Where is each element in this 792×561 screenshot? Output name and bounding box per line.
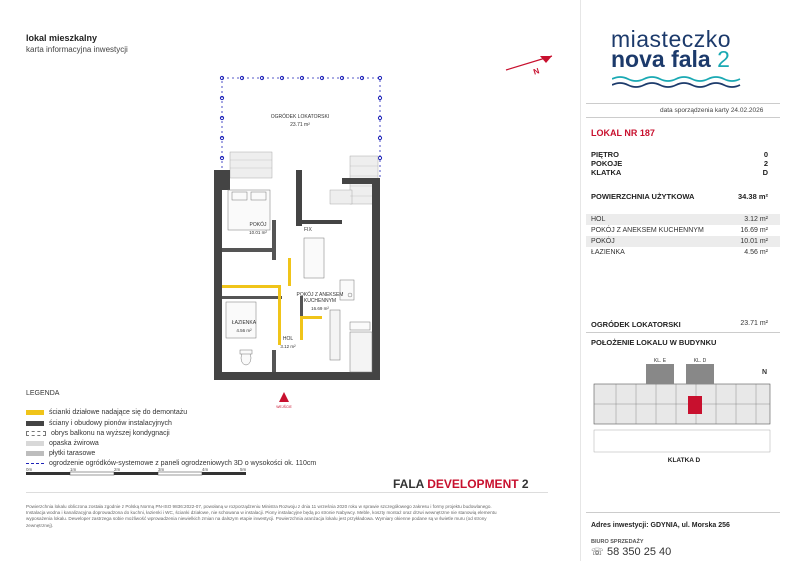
legend-swatch-tiles	[26, 451, 44, 456]
stairwell-d	[686, 364, 714, 384]
room-area-label: POKÓJ Z ANEKSEM KUCHENNYM	[591, 227, 704, 234]
legend-swatch-gravel	[26, 441, 44, 446]
room-bath-area: 4.56 m²	[236, 328, 252, 333]
sales-office-label: BIURO SPRZEDAŻY	[591, 539, 644, 545]
legend-item: płytki tarasowe	[26, 448, 95, 458]
legend-swatch-dark	[26, 421, 44, 426]
svg-text:5m: 5m	[240, 467, 247, 472]
field-value: 2	[763, 159, 768, 168]
svg-text:4m: 4m	[202, 467, 209, 472]
document-subtitle: karta informacyjna inwestycji	[26, 45, 128, 54]
garden-area-value: 23.71 m²	[740, 320, 768, 327]
svg-text:KL. E: KL. E	[653, 358, 667, 364]
room-area-label: ŁAZIENKA	[591, 249, 625, 256]
logo-wave-icon	[612, 75, 742, 89]
svg-text:KL. D: KL. D	[693, 358, 707, 364]
position-label: POŁOŻENIE LOKALU W BUDYNKU	[591, 338, 717, 347]
field-label: KLATKA	[591, 168, 622, 177]
room-living-label-1: POKÓJ Z ANEKSEM	[296, 292, 344, 298]
logo-text-bottom: nova fala 2	[611, 46, 730, 72]
room-living-label-2: KUCHENNYM	[303, 298, 337, 304]
logo-text-top: miasteczko	[611, 26, 732, 52]
investment-address: Adres inwestycji: GDYNIA, ul. Morska 256	[591, 522, 730, 529]
room-bedroom-area: 10.01 m²	[249, 230, 267, 235]
bathroom-fixtures	[226, 302, 256, 365]
floor-plan	[200, 70, 400, 410]
entrance-arrow-icon	[279, 392, 289, 402]
svg-text:2m: 2m	[114, 467, 121, 472]
stairwell-e	[646, 364, 674, 384]
legend-item: opaska żwirowa	[26, 438, 99, 448]
field-value: D	[762, 168, 768, 177]
building-minimap	[586, 356, 780, 468]
room-area-value: 16.69 m²	[740, 227, 768, 234]
document-title: lokal mieszkalny	[26, 33, 98, 43]
divider	[586, 117, 780, 118]
legend-swatch-yellow	[26, 410, 44, 415]
sales-phone[interactable]: 58 350 25 40	[607, 546, 672, 558]
legend-item: ścianki działowe nadające się do demontażu	[26, 407, 187, 417]
room-area-value: 4.56 m²	[744, 249, 768, 256]
svg-text:0m: 0m	[26, 467, 33, 472]
room-living-area: 16.69 m²	[311, 306, 329, 311]
divider	[586, 332, 780, 333]
room-area-value: 10.01 m²	[740, 238, 768, 245]
field-label: PIĘTRO	[591, 150, 619, 159]
developer-logo: FALA DEVELOPMENT 2	[393, 477, 529, 491]
kitchen-counter	[330, 310, 372, 372]
unit-number: LOKAL NR 187	[591, 128, 655, 138]
room-area-label: HOL	[591, 216, 606, 223]
date-text: data sporządzenia karty 24.02.2026	[660, 107, 764, 114]
legend-swatch-outline	[26, 431, 46, 436]
room-area-label: POKÓJ	[591, 238, 615, 245]
footer-divider	[26, 492, 548, 493]
field-label: POKOJE	[591, 159, 623, 168]
north-label: N	[532, 66, 541, 77]
phone-icon: ☏	[591, 547, 604, 558]
room-hall-label: HOL	[282, 336, 294, 342]
svg-text:1m: 1m	[70, 467, 77, 472]
footer-disclaimer: Powierzchnia lokalu obliczona została zgodnie z Polską Normą PN-ISO 9836:2022-07, powołaną w rozporządzeniu Ministra Rozwoju z dnia 11 września 2020 roku w sprawie szczegółowego zakresu i formy projektu budowlanego. Instalacja wodna i kanalizacyjna doprowadzona do kuchni, łazienki i WC, ścianki działowe, nie schowana w instalacji. Piony instalacyjne będą po stronie Nabywcy. Meble, koszty montaż oraz drzwi wewnętrzne nie stanowią elementu wyposażenia lokalu. Deweloper zastrzega sobie możliwość wprowadzenia niewielkich zmian na dalszym etapie inwestycji. Powierzchnia aranżacja lokalu jest przykładowa. Wymiary okienne podane są w świetle muru (od strony zewnętrznej).	[26, 504, 497, 528]
garden-area: 23.71 m²	[290, 122, 310, 128]
usable-area-value: 34.38 m²	[737, 192, 768, 201]
legend-item: obrys balkonu na wyższej kondygnacji	[26, 428, 170, 438]
divider	[586, 512, 780, 513]
north-arrow-icon	[500, 48, 560, 78]
garden-area-label: OGRÓDEK LOKATORSKI	[591, 320, 681, 329]
minimap-caption: KLATKA D	[667, 457, 701, 464]
room-hall-area: 3.12 m²	[280, 344, 296, 349]
highlighted-unit	[688, 396, 702, 414]
minimap-north: N	[762, 369, 768, 376]
room-area-value: 3.12 m²	[744, 216, 768, 223]
legend-item: ściany i obudowy pionów instalacyjnych	[26, 418, 172, 428]
field-value: 0	[763, 150, 768, 159]
scale-bar	[26, 466, 266, 480]
interior-walls	[222, 220, 303, 372]
svg-text:3m: 3m	[158, 467, 165, 472]
room-bedroom-label: POKÓJ	[249, 222, 267, 228]
legend-title: LEGENDA	[26, 390, 60, 397]
legend-swatch-fence	[26, 463, 44, 464]
usable-area-label: POWIERZCHNIA UŻYTKOWA	[591, 192, 695, 201]
fix-label: FIX	[304, 227, 312, 233]
garden-label: OGRÓDEK LOKATORSKI	[270, 114, 330, 120]
room-bath-label: ŁAZIENKA	[231, 320, 257, 326]
entrance-label: WEJŚCIE	[276, 405, 292, 409]
divider	[586, 103, 780, 104]
legend-item: ogrodzenie ogródków-systemowe z paneli ogrodzeniowych 3D o wysokości ok. 110cm	[26, 458, 316, 468]
